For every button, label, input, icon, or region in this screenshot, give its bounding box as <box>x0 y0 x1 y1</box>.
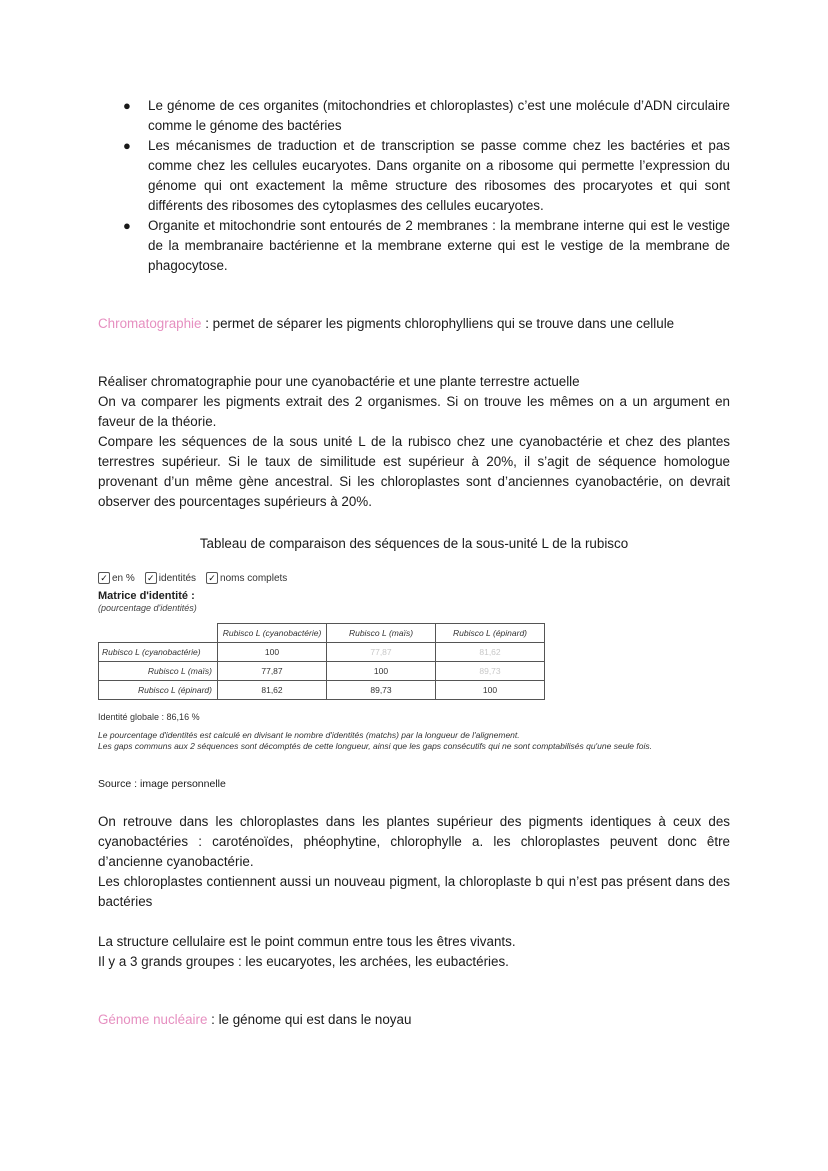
checkmark-icon: ✓ <box>145 572 157 584</box>
table-row <box>99 681 545 700</box>
table-header-row <box>99 624 545 643</box>
table-cell: 100 <box>436 681 545 700</box>
bullet-item: ● Le génome de ces organites (mitochondries et chloroplastes) c’est une molécule d’ADN circulaire comme le génome des bactéries <box>123 98 730 133</box>
table-cell: 89,73 <box>436 662 545 681</box>
bullet-item: ● Organite et mitochondrie sont entourés de 2 membranes : la membrane interne qui est le vestige de la membranaire bactérienne et la membrane externe qui est le vestige de la membrane de phagocytose. <box>123 218 730 273</box>
genome-term: Génome nucléaire <box>98 1012 208 1027</box>
chromatographie-definition: Chromatographie : permet de séparer les pigments chlorophylliens qui se trouve dans une cellule <box>98 316 675 331</box>
table-cell: 77,87 <box>327 643 436 662</box>
table-cell: 89,73 <box>327 681 436 700</box>
table-cell: 100 <box>218 643 327 662</box>
checkbox-identities[interactable]: ✓ identités <box>145 572 196 584</box>
chromatographie-term: Chromatographie <box>98 316 202 331</box>
identity-matrix-table <box>98 623 545 700</box>
checkbox-percent[interactable]: ✓ en % <box>98 572 135 584</box>
checkmark-icon: ✓ <box>206 572 218 584</box>
column-header: Rubisco L (cyanobactérie) <box>218 624 327 643</box>
paragraph-pigments: On retrouve dans les chloroplastes dans les plantes supérieur des pigments identiques à ceux des cyanobactéries : caroténoïdes, phéophytine, chlorophylle a. les chloroplastes peuvent donc être d’ancienne cyanobactérie. Les chloroplastes contiennent aussi un nouveau pigment, la chloroplaste b qui n’est pas présent dans des bactéries <box>98 814 730 909</box>
column-header: Rubisco L (épinard) <box>436 624 545 643</box>
column-header: Rubisco L (maïs) <box>327 624 436 643</box>
genome-definition: Génome nucléaire : le génome qui est dans le noyau <box>98 1012 412 1027</box>
organite-bullet-list <box>98 96 730 276</box>
table-cell: 81,62 <box>218 681 327 700</box>
identity-matrix-screenshot <box>98 572 730 752</box>
global-identity: Identité globale : 86,16 % <box>98 712 200 722</box>
table-cell: 81,62 <box>436 643 545 662</box>
bullet-dot-icon: ● <box>123 98 131 113</box>
row-header: Rubisco L (cyanobactérie) <box>99 643 218 662</box>
table-row <box>99 662 545 681</box>
paragraph-comparison: Réaliser chromatographie pour une cyanobactérie et une plante terrestre actuelle On va comparer les pigments extrait des 2 organismes. Si on trouve les mêmes on a un argument en faveur de la théorie. Compare les séquences de la sous unité L de la rubisco chez une cyanobactérie et chez des plantes terrestres supérieur. Si le taux de similitude est supérieur à 20%, il s’agit de séquence homologue provenant d’un même gène ancestral. Si les chloroplastes sont d’anciennes cyanobactérie, on devrait observer des pourcentages supérieurs à 20%. <box>98 374 730 509</box>
table-row <box>99 643 545 662</box>
paragraph-groups: La structure cellulaire est le point commun entre tous les êtres vivants. Il y a 3 grands groupes : les eucaryotes, les archées, les eubactéries. <box>98 934 516 969</box>
table-caption: Tableau de comparaison des séquences de la sous-unité L de la rubisco <box>199 536 629 551</box>
row-header: Rubisco L (épinard) <box>99 681 218 700</box>
matrix-note: Le pourcentage d'identités est calculé en divisant le nombre d'identités (matchs) par la longueur de l'alignement. Les gaps communs aux 2 séquences sont décomptés de cette longueur, ainsi que les gaps consécutifs qui ne sont comptabilisés qu'une seule fois. <box>98 730 652 751</box>
document-page <box>98 96 730 1030</box>
table-corner <box>99 624 218 643</box>
checkbox-row <box>98 572 730 584</box>
bullet-dot-icon: ● <box>123 138 131 153</box>
table-cell: 100 <box>327 662 436 681</box>
checkbox-full-names[interactable]: ✓ noms complets <box>206 572 287 584</box>
bullet-dot-icon: ● <box>123 218 131 233</box>
image-source: Source : image personnelle <box>98 778 226 790</box>
bullet-item: ● Les mécanismes de traduction et de transcription se passe comme chez les bactéries et pas comme chez les cellules eucaryotes. Dans organite on a ribosome qui permette l’expression du génome qui ont exactement la même structure des ribosomes des procaryotes et qui sont différents des ribosomes des cytoplasmes des cellules eucaryotes. <box>123 138 730 213</box>
checkmark-icon: ✓ <box>98 572 110 584</box>
row-header: Rubisco L (maïs) <box>99 662 218 681</box>
table-cell: 77,87 <box>218 662 327 681</box>
matrix-title: Matrice d'identité : <box>98 590 195 602</box>
matrix-subtitle: (pourcentage d'identités) <box>98 603 197 613</box>
